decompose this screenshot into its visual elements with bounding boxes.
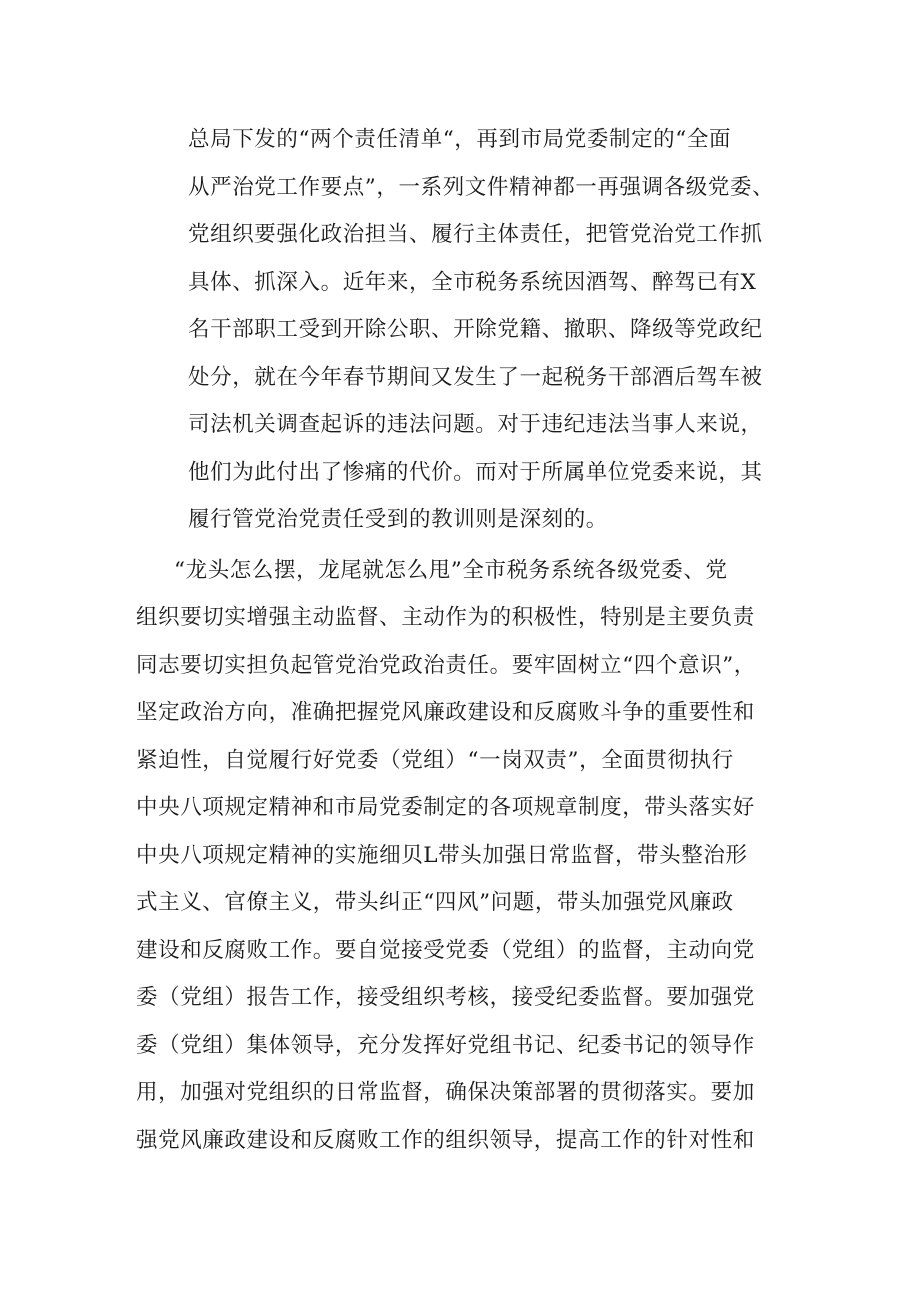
text-line: 中央八项规定精神和市局党委制定的各项规章制度，带头落实好 (136, 795, 755, 820)
text-line: 坚定政治方向，准确把握党风廉政建设和反腐败斗争的重要性和 (136, 700, 755, 725)
text-line: 式主义、官僚主义，带头纠正“四风”问题，带头加强党风廉政 (136, 890, 734, 915)
text-line: 组织要切实增强主动监督、主动作为的积极性，特别是主要负责 (136, 605, 755, 630)
text-line: 名干部职工受到开除公职、开除党籍、撤职、降级等党政纪 (188, 317, 763, 342)
text-line: 从严治党工作要点”，一系列文件精神都一再强调各级党委、 (188, 175, 775, 200)
text-line: 党组织要强化政治担当、履行主体责任，把管党治党工作抓 (188, 222, 763, 247)
text-line: 处分，就在今年春节期间又发生了一起税务干部酒后驾车被 (188, 365, 763, 390)
text-line: 他们为此付出了惨痛的代价。而对于所属单位党委来说，其 (188, 460, 763, 485)
text-line: 同志要切实担负起管党治党政治责任。要牢固树立“四个意识”， (136, 653, 756, 678)
text-line: 委（党组）报告工作，接受组织考核，接受纪委监督。要加强党 (136, 985, 755, 1010)
text-line: 具体、抓深入。近年来，全市税务系统因酒驾、醉驾已有X (188, 270, 757, 295)
text-line: 用，加强对党组织的日常监督，确保决策部署的贯彻落实。要加 (136, 1080, 755, 1105)
text-line: 委（党组）集体领导，充分发挥好党组书记、纪委书记的领导作 (136, 1033, 755, 1058)
text-line: 紧迫性，自觉履行好党委（党组）“一岗双责”，全面贯彻执行 (136, 748, 734, 773)
text-line: 总局下发的“两个责任清单“，再到市局党委制定的“全面 (188, 127, 732, 152)
text-line: 强党风廉政建设和反腐败工作的组织领导，提高工作的针对性和 (136, 1128, 755, 1153)
text-line: 履行管党治党责任受到的教训则是深刻的。 (188, 507, 608, 532)
text-line: “龙头怎么摆，龙尾就怎么甩”全市税务系统各级党委、党 (174, 558, 728, 583)
text-line: 建设和反腐败工作。要自觉接受党委（党组）的监督，主动向党 (136, 938, 755, 963)
text-line: 司法机关调查起诉的违法问题。对于违纪违法当事人来说， (188, 412, 763, 437)
text-line: 中央八项规定精神的实施细贝L带头加强日常监督，带头整治形 (136, 843, 748, 868)
